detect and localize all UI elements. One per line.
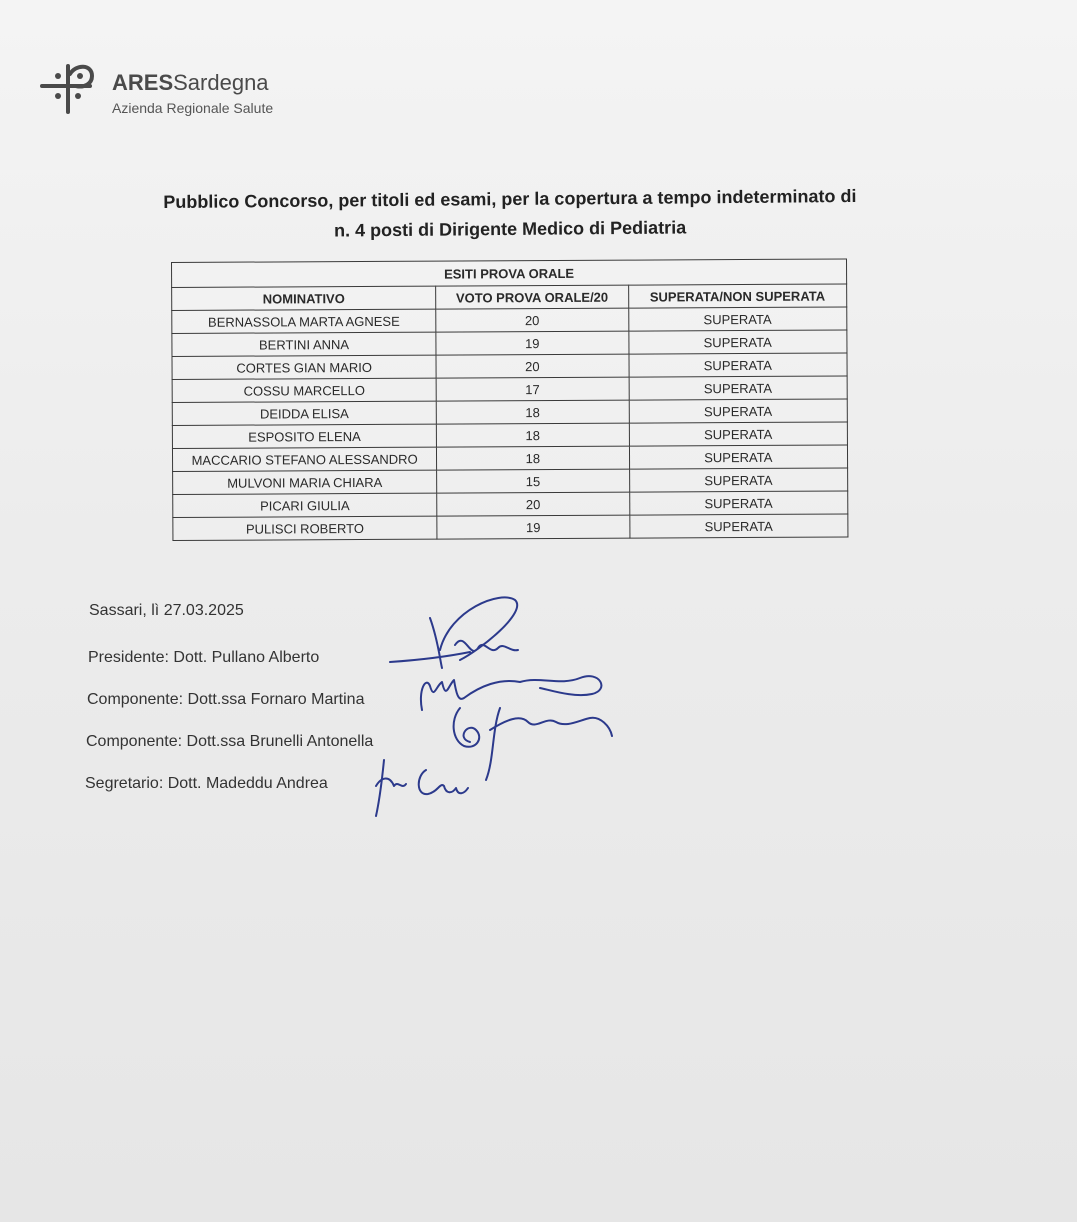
row-result: SUPERATA [629,376,848,400]
row-vote: 20 [437,492,629,516]
row-result: SUPERATA [629,514,848,538]
row-vote: 20 [436,308,628,332]
row-vote: 18 [437,423,629,447]
row-result: SUPERATA [629,422,848,446]
row-vote: 20 [436,354,628,378]
row-name: ESPOSITO ELENA [172,424,436,448]
row-result: SUPERATA [629,491,848,515]
row-name: MACCARIO STEFANO ALESSANDRO [172,447,436,471]
member-line-1: Componente: Dott.ssa Fornaro Martina [87,691,365,708]
place-date: Sassari, lì 27.03.2025 [89,602,244,619]
logo-subtitle: Azienda Regionale Salute [112,100,274,116]
column-header-vote: VOTO PROVA ORALE/20 [436,285,628,309]
ares-logo-icon [40,60,104,118]
logo-brand-name [112,70,269,96]
president-line: Presidente: Dott. Pullano Alberto [88,649,320,666]
secretary-line: Segretario: Dott. Madeddu Andrea [85,775,328,792]
signature-secretary [376,760,468,816]
organization-logo [40,60,300,120]
row-result: SUPERATA [628,330,847,354]
document-title [120,181,900,248]
row-vote: 19 [436,331,628,355]
logo-brand-rest: Sardegna [173,70,269,95]
signature-member-1 [421,676,601,710]
logo-brand-bold: ARES [112,70,174,95]
table-caption-row [172,259,847,288]
row-name: PICARI GIULIA [173,493,437,517]
column-header-name: NOMINATIVO [172,286,436,310]
row-result: SUPERATA [629,353,848,377]
table-caption: ESITI PROVA ORALE [172,259,847,288]
title-line-1: Pubblico Concorso, per titoli ed esami, per la copertura a tempo indeterminato di [163,185,857,213]
member-line-2: Componente: Dott.ssa Brunelli Antonella [86,733,374,750]
signature-member-2 [454,708,612,780]
results-table [171,258,848,541]
row-name: MULVONI MARIA CHIARA [173,470,437,494]
row-vote: 19 [437,515,629,539]
row-name: COSSU MARCELLO [172,378,436,402]
handwritten-signatures [360,590,630,820]
column-header-result: SUPERATA/NON SUPERATA [628,284,847,308]
row-result: SUPERATA [629,445,848,469]
row-name: CORTES GIAN MARIO [172,355,436,379]
row-name: BERTINI ANNA [172,332,436,356]
row-vote: 15 [437,469,629,493]
row-vote: 18 [436,400,628,424]
row-result: SUPERATA [628,307,847,331]
row-vote: 18 [437,446,629,470]
signature-president [390,597,518,668]
row-result: SUPERATA [629,399,848,423]
row-name: DEIDDA ELISA [172,401,436,425]
row-name: BERNASSOLA MARTA AGNESE [172,309,436,333]
title-line-2: n. 4 posti di Dirigente Medico di Pediatria [334,217,687,241]
row-name: PULISCI ROBERTO [173,516,437,540]
row-vote: 17 [436,377,628,401]
table-row [173,514,848,541]
row-result: SUPERATA [629,468,848,492]
